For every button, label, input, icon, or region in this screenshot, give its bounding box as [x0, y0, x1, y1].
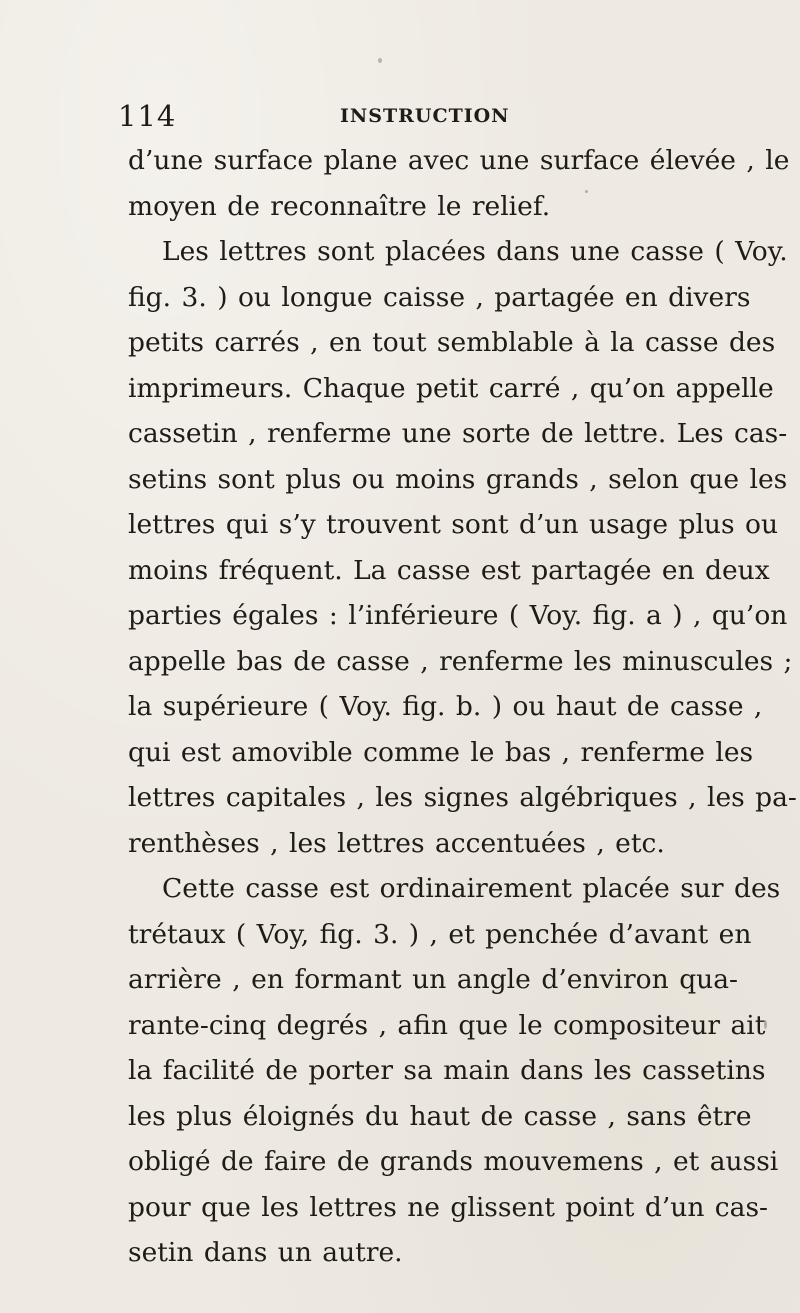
paper-speck: [764, 1020, 767, 1029]
text-line: Les lettres sont placées dans une casse ( Voy.: [162, 236, 788, 267]
running-head: INSTRUCTION: [340, 105, 510, 127]
text-line: renthèses , les lettres accentuées , etc.: [128, 827, 665, 859]
text-line: rante-cinq degrés , afin que le compositeur ait: [128, 1009, 766, 1041]
text-line: moins fréquent. La casse est partagée en deux: [128, 554, 770, 586]
text-line: pour que les lettres ne glissent point d’un cas-: [128, 1191, 769, 1223]
paper-speck: [585, 190, 588, 193]
text-line: parties égales : l’inférieure ( Voy. fig. a ) , qu’on: [128, 600, 788, 631]
text-line: setin dans un autre.: [128, 1237, 403, 1268]
text-line: obligé de faire de grands mouvemens , et aussi: [128, 1146, 779, 1177]
text-line: appelle bas de casse , renferme les minuscules ;: [128, 645, 793, 677]
text-line: fig. 3. ) ou longue caisse , partagée en divers: [128, 281, 751, 313]
text-line: petits carrés , en tout semblable à la casse des: [128, 327, 776, 358]
text-line: Cette casse est ordinairement placée sur des: [162, 873, 781, 904]
text-line: lettres capitales , les signes algébriques , les pa-: [128, 782, 797, 813]
text-line: cassetin , renferme une sorte de lettre. Les cas-: [128, 418, 788, 449]
text-line: setins sont plus ou moins grands , selon que les: [128, 463, 788, 495]
text-line: les plus éloignés du haut de casse , sans être: [128, 1100, 752, 1132]
text-line: imprimeurs. Chaque petit carré , qu’on appelle: [128, 372, 774, 404]
paper-speck: [492, 1110, 496, 1114]
text-line: trétaux ( Voy, fig. 3. ) , et penchée d’avant en: [128, 918, 752, 950]
text-line: arrière , en formant un angle d’environ qua-: [128, 964, 738, 995]
text-line: la facilité de porter sa main dans les cassetins: [128, 1055, 766, 1086]
body-text: [128, 138, 797, 1276]
text-line: d’une surface plane avec une surface élevée , le: [128, 145, 790, 176]
paper-speck: [378, 58, 382, 63]
text-line: qui est amovible comme le bas , renferme les: [128, 736, 754, 768]
page-number: 114: [118, 99, 177, 133]
text-line: la supérieure ( Voy. fig. b. ) ou haut de casse ,: [128, 691, 763, 722]
page-header: [118, 99, 718, 133]
text-line: moyen de reconnaître le relief.: [128, 190, 551, 222]
text-line: lettres qui s’y trouvent sont d’un usage plus ou: [128, 509, 779, 540]
